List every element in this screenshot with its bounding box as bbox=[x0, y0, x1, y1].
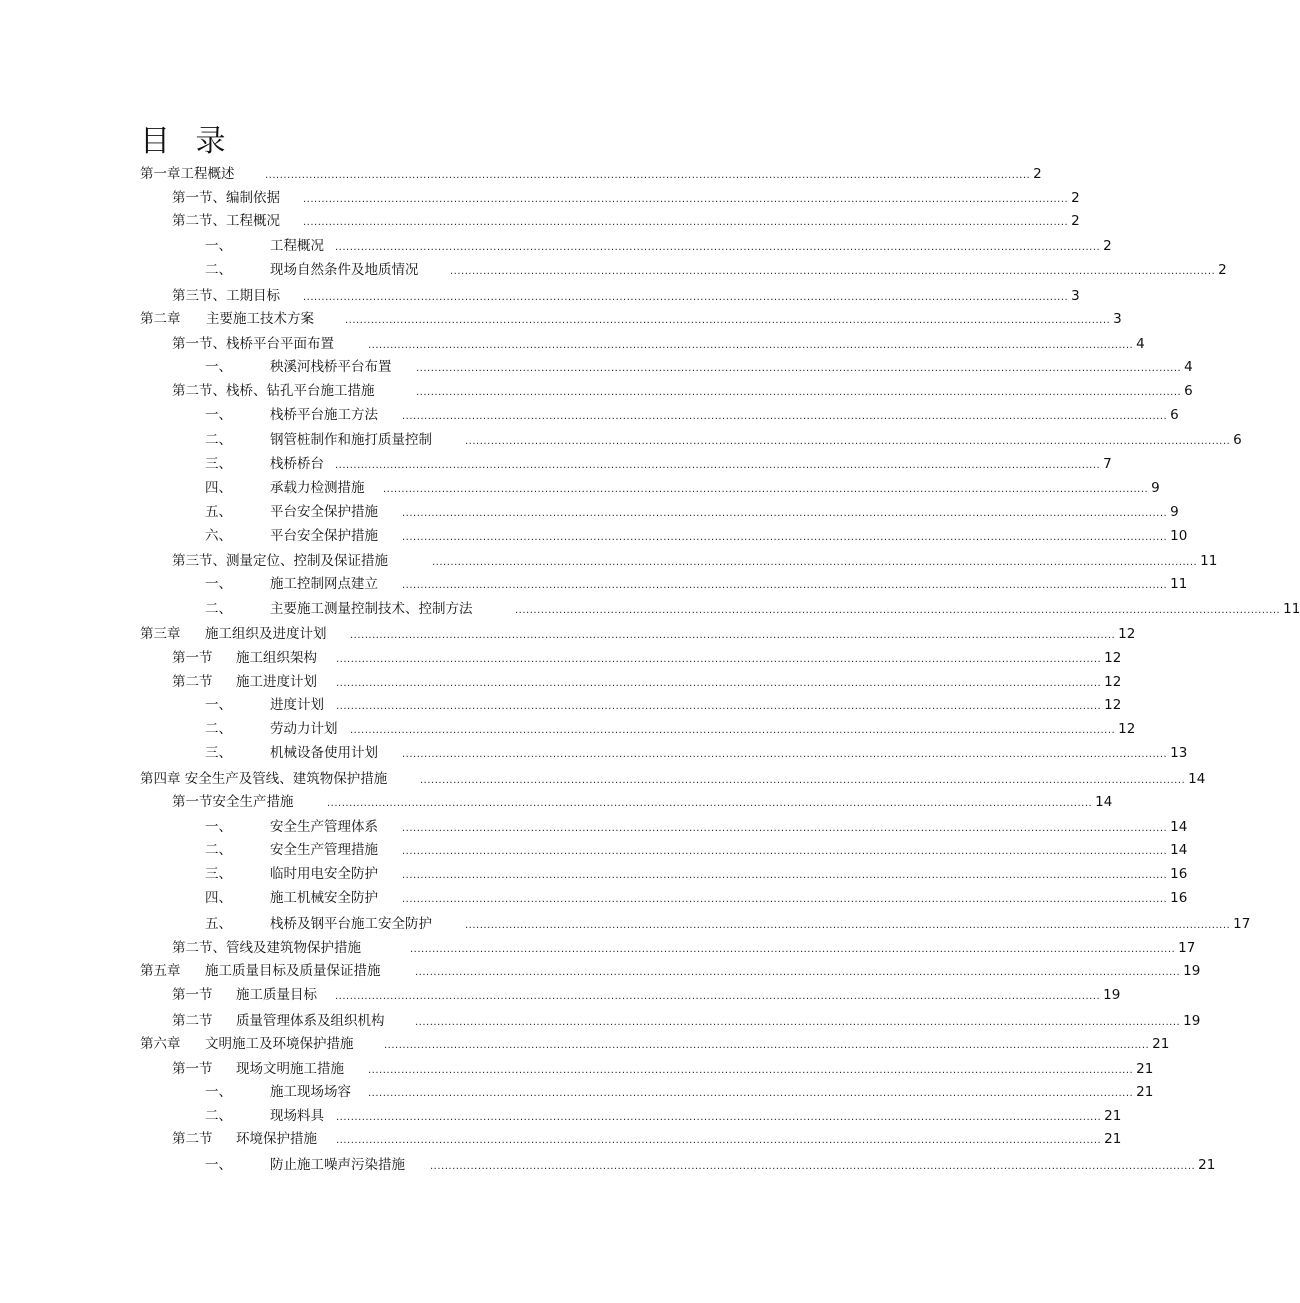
toc-page-number: 14 bbox=[1095, 794, 1113, 810]
toc-page-number: 4 bbox=[1136, 336, 1145, 352]
toc-leader-dots: ................................................................................................................................................................................................................ bbox=[432, 557, 1198, 568]
toc-entry-title: 钢管桩制作和施打质量控制 bbox=[270, 432, 432, 448]
toc-entry-number: 三、 bbox=[205, 745, 232, 761]
toc-entry-number: 二、 bbox=[205, 432, 232, 448]
toc-leader-dots: ................................................................................................................................................................................................................ bbox=[336, 654, 1102, 665]
toc-leader-dots: ................................................................................................................................................................................................................ bbox=[416, 387, 1182, 398]
toc-entry-title: 机械设备使用计划 bbox=[270, 745, 378, 761]
toc-entry-number: 一、 bbox=[205, 407, 232, 423]
toc-entry-number: 四、 bbox=[205, 480, 232, 496]
toc-entry[interactable] bbox=[172, 210, 1080, 230]
toc-page-number: 21 bbox=[1136, 1084, 1154, 1100]
toc-entry[interactable] bbox=[172, 550, 1218, 570]
toc-page-number: 12 bbox=[1104, 697, 1122, 713]
toc-page-number: 21 bbox=[1152, 1036, 1170, 1052]
toc-page-number: 6 bbox=[1184, 383, 1193, 399]
toc-page-number: 6 bbox=[1233, 432, 1242, 448]
toc-page-number: 19 bbox=[1183, 1013, 1201, 1029]
toc-leader-dots: ................................................................................................................................................................................................................ bbox=[335, 991, 1101, 1002]
toc-entry-number: 第二节 bbox=[172, 674, 213, 690]
toc-entry[interactable] bbox=[205, 718, 1136, 738]
toc-page-number: 2 bbox=[1103, 238, 1112, 254]
toc-entry-title: 平台安全保护措施 bbox=[270, 528, 378, 544]
toc-entry-number: 六、 bbox=[205, 528, 232, 544]
toc-entry[interactable] bbox=[205, 477, 1160, 497]
toc-entry-title: 秧溪河栈桥平台布置 bbox=[270, 359, 392, 375]
toc-page-number: 21 bbox=[1198, 1157, 1216, 1173]
toc-entry-number: 二、 bbox=[205, 601, 232, 617]
toc-entry[interactable] bbox=[205, 356, 1193, 376]
toc-leader-dots: ................................................................................................................................................................................................................ bbox=[335, 460, 1101, 471]
toc-entry[interactable] bbox=[172, 1010, 1201, 1030]
toc-leader-dots: ................................................................................................................................................................................................................ bbox=[402, 411, 1168, 422]
toc-entry[interactable] bbox=[205, 694, 1122, 714]
toc-entry-number: 三、 bbox=[205, 456, 232, 472]
toc-entry[interactable] bbox=[205, 1081, 1154, 1101]
toc-entry-title: 栈桥平台施工方法 bbox=[270, 407, 378, 423]
toc-entry-title: 现场文明施工措施 bbox=[236, 1061, 344, 1077]
toc-entry-number: 一、 bbox=[205, 1084, 232, 1100]
toc-leader-dots: ................................................................................................................................................................................................................ bbox=[383, 484, 1149, 495]
toc-leader-dots: ................................................................................................................................................................................................................ bbox=[402, 580, 1168, 591]
toc-leader-dots: ................................................................................................................................................................................................................ bbox=[410, 944, 1176, 955]
toc-entry-title: 第一节安全生产措施 bbox=[172, 794, 294, 810]
toc-leader-dots: ................................................................................................................................................................................................................ bbox=[368, 1065, 1134, 1076]
toc-entry-number: 四、 bbox=[205, 890, 232, 906]
toc-entry[interactable] bbox=[205, 598, 1300, 618]
toc-page-number: 2 bbox=[1218, 262, 1227, 278]
toc-entry[interactable] bbox=[172, 671, 1122, 691]
toc-page-number: 19 bbox=[1183, 963, 1201, 979]
toc-leader-dots: ................................................................................................................................................................................................................ bbox=[415, 967, 1181, 978]
toc-entry-title: 环境保护措施 bbox=[236, 1131, 317, 1147]
toc-entry[interactable] bbox=[140, 960, 1201, 980]
toc-entry-number: 五、 bbox=[205, 916, 232, 932]
toc-leader-dots: ................................................................................................................................................................................................................ bbox=[336, 678, 1102, 689]
toc-title: 目 录 bbox=[140, 124, 234, 159]
toc-entry-title: 第二节、栈桥、钻孔平台施工措施 bbox=[172, 383, 375, 399]
toc-entry-title: 主要施工测量控制技术、控制方法 bbox=[270, 601, 473, 617]
toc-entry[interactable] bbox=[205, 839, 1188, 859]
toc-page-number: 12 bbox=[1118, 721, 1136, 737]
toc-entry-title: 第一章工程概述 bbox=[140, 166, 235, 182]
toc-entry[interactable] bbox=[172, 285, 1080, 305]
toc-page-number: 17 bbox=[1178, 940, 1196, 956]
toc-page-number: 16 bbox=[1170, 866, 1188, 882]
toc-entry-number: 一、 bbox=[205, 576, 232, 592]
toc-leader-dots: ................................................................................................................................................................................................................ bbox=[402, 749, 1168, 760]
toc-entry-title: 施工机械安全防护 bbox=[270, 890, 378, 906]
toc-leader-dots: ................................................................................................................................................................................................................ bbox=[420, 775, 1186, 786]
toc-leader-dots: ................................................................................................................................................................................................................ bbox=[336, 1135, 1102, 1146]
toc-entry-title: 施工进度计划 bbox=[236, 674, 317, 690]
toc-entry[interactable] bbox=[140, 163, 1042, 183]
toc-entry[interactable] bbox=[140, 308, 1122, 328]
toc-entry[interactable] bbox=[172, 1128, 1122, 1148]
toc-page-number: 11 bbox=[1200, 553, 1218, 569]
toc-page-number: 21 bbox=[1104, 1108, 1122, 1124]
toc-page-number: 14 bbox=[1170, 842, 1188, 858]
toc-entry[interactable] bbox=[205, 1105, 1122, 1125]
toc-entry[interactable] bbox=[172, 984, 1121, 1004]
toc-entry-title: 第三节、测量定位、控制及保证措施 bbox=[172, 553, 388, 569]
toc-page-number: 21 bbox=[1104, 1131, 1122, 1147]
toc-entry-number: 一、 bbox=[205, 697, 232, 713]
toc-entry-title: 现场自然条件及地质情况 bbox=[270, 262, 419, 278]
toc-entry-title: 第一节、编制依据 bbox=[172, 190, 280, 206]
toc-page-number: 11 bbox=[1283, 601, 1300, 617]
toc-entry-title: 进度计划 bbox=[270, 697, 324, 713]
toc-entry-title: 工程概况 bbox=[270, 238, 324, 254]
toc-entry[interactable] bbox=[205, 235, 1112, 255]
toc-page-number: 2 bbox=[1033, 166, 1042, 182]
toc-entry-title: 栈桥及钢平台施工安全防护 bbox=[270, 916, 432, 932]
toc-entry-number: 五、 bbox=[205, 504, 232, 520]
toc-leader-dots: ................................................................................................................................................................................................................ bbox=[416, 363, 1182, 374]
toc-page-number: 12 bbox=[1104, 650, 1122, 666]
toc-entry-title: 施工组织及进度计划 bbox=[205, 626, 327, 642]
toc-entry-number: 二、 bbox=[205, 1108, 232, 1124]
toc-entry[interactable] bbox=[205, 887, 1188, 907]
toc-leader-dots: ................................................................................................................................................................................................................ bbox=[345, 315, 1111, 326]
toc-page-number: 12 bbox=[1118, 626, 1136, 642]
toc-entry-number: 第二节 bbox=[172, 1013, 213, 1029]
toc-entry[interactable] bbox=[140, 623, 1136, 643]
toc-leader-dots: ................................................................................................................................................................................................................ bbox=[350, 630, 1116, 641]
toc-page-number: 11 bbox=[1170, 576, 1188, 592]
toc-page-number: 6 bbox=[1170, 407, 1179, 423]
toc-entry-title: 施工组织架构 bbox=[236, 650, 317, 666]
toc-leader-dots: ................................................................................................................................................................................................................ bbox=[465, 436, 1231, 447]
toc-entry[interactable] bbox=[172, 937, 1196, 957]
toc-leader-dots: ................................................................................................................................................................................................................ bbox=[303, 194, 1069, 205]
toc-page-number: 9 bbox=[1170, 504, 1179, 520]
toc-leader-dots: ................................................................................................................................................................................................................ bbox=[336, 1112, 1102, 1123]
toc-entry[interactable] bbox=[172, 333, 1145, 353]
toc-entry[interactable] bbox=[172, 187, 1080, 207]
toc-page-number: 13 bbox=[1170, 745, 1188, 761]
toc-page-number: 10 bbox=[1170, 528, 1188, 544]
toc-entry-number: 一、 bbox=[205, 819, 232, 835]
toc-entry[interactable] bbox=[205, 429, 1242, 449]
toc-entry[interactable] bbox=[205, 525, 1188, 545]
toc-entry-number: 第一节 bbox=[172, 1061, 213, 1077]
toc-entry-title: 文明施工及环境保护措施 bbox=[205, 1036, 354, 1052]
toc-leader-dots: ................................................................................................................................................................................................................ bbox=[515, 605, 1281, 616]
toc-entry-title: 施工质量目标及质量保证措施 bbox=[205, 963, 381, 979]
toc-entry[interactable] bbox=[205, 742, 1188, 762]
toc-entry-title: 栈桥桥台 bbox=[270, 456, 324, 472]
toc-entry-number: 第一节 bbox=[172, 987, 213, 1003]
toc-leader-dots: ................................................................................................................................................................................................................ bbox=[368, 1088, 1134, 1099]
toc-leader-dots: ................................................................................................................................................................................................................ bbox=[402, 870, 1168, 881]
toc-page-number: 12 bbox=[1104, 674, 1122, 690]
toc-page-number: 3 bbox=[1071, 288, 1080, 304]
toc-leader-dots: ................................................................................................................................................................................................................ bbox=[327, 798, 1093, 809]
toc-leader-dots: ................................................................................................................................................................................................................ bbox=[265, 170, 1031, 181]
toc-entry-title: 施工控制网点建立 bbox=[270, 576, 378, 592]
toc-entry-title: 劳动力计划 bbox=[270, 721, 338, 737]
toc-leader-dots: ................................................................................................................................................................................................................ bbox=[368, 340, 1134, 351]
toc-entry-title: 防止施工噪声污染措施 bbox=[270, 1157, 405, 1173]
toc-page-number: 2 bbox=[1071, 213, 1080, 229]
toc-page-number: 14 bbox=[1188, 771, 1206, 787]
toc-page-number: 4 bbox=[1184, 359, 1193, 375]
toc-leader-dots: ................................................................................................................................................................................................................ bbox=[465, 920, 1231, 931]
toc-entry-title: 质量管理体系及组织机构 bbox=[236, 1013, 385, 1029]
toc-page-number: 3 bbox=[1113, 311, 1122, 327]
toc-entry[interactable] bbox=[140, 768, 1206, 788]
toc-entry-title: 承载力检测措施 bbox=[270, 480, 365, 496]
toc-leader-dots: ................................................................................................................................................................................................................ bbox=[350, 725, 1116, 736]
toc-leader-dots: ................................................................................................................................................................................................................ bbox=[450, 266, 1216, 277]
toc-leader-dots: ................................................................................................................................................................................................................ bbox=[384, 1040, 1150, 1051]
toc-entry-number: 三、 bbox=[205, 866, 232, 882]
toc-entry-number: 二、 bbox=[205, 842, 232, 858]
toc-entry-number: 二、 bbox=[205, 721, 232, 737]
toc-entry-number: 第二节 bbox=[172, 1131, 213, 1147]
toc-entry-title: 安全生产管理措施 bbox=[270, 842, 378, 858]
toc-page-number: 9 bbox=[1151, 480, 1160, 496]
toc-leader-dots: ................................................................................................................................................................................................................ bbox=[415, 1017, 1181, 1028]
toc-page-number: 2 bbox=[1071, 190, 1080, 206]
toc-entry[interactable] bbox=[205, 913, 1251, 933]
toc-entry-number: 一、 bbox=[205, 1157, 232, 1173]
toc-page-number: 14 bbox=[1170, 819, 1188, 835]
toc-page-number: 19 bbox=[1103, 987, 1121, 1003]
toc-entry[interactable] bbox=[140, 1033, 1170, 1053]
toc-entry-title: 第二节、管线及建筑物保护措施 bbox=[172, 940, 361, 956]
toc-entry[interactable] bbox=[172, 647, 1122, 667]
toc-leader-dots: ................................................................................................................................................................................................................ bbox=[335, 242, 1101, 253]
toc-leader-dots: ................................................................................................................................................................................................................ bbox=[402, 846, 1168, 857]
toc-entry[interactable] bbox=[172, 380, 1193, 400]
toc-entry-number: 第一节 bbox=[172, 650, 213, 666]
toc-leader-dots: ................................................................................................................................................................................................................ bbox=[430, 1161, 1196, 1172]
toc-entry-number: 一、 bbox=[205, 359, 232, 375]
toc-entry-title: 现场料具 bbox=[270, 1108, 324, 1124]
toc-entry[interactable] bbox=[205, 573, 1188, 593]
toc-entry[interactable] bbox=[205, 259, 1227, 279]
toc-leader-dots: ................................................................................................................................................................................................................ bbox=[336, 701, 1102, 712]
toc-leader-dots: ................................................................................................................................................................................................................ bbox=[402, 823, 1168, 834]
toc-entry-title: 平台安全保护措施 bbox=[270, 504, 378, 520]
toc-entry[interactable] bbox=[205, 816, 1188, 836]
toc-entry-title: 施工现场场容 bbox=[270, 1084, 351, 1100]
toc-entry-title: 第三节、工期目标 bbox=[172, 288, 280, 304]
toc-entry[interactable] bbox=[172, 1058, 1154, 1078]
toc-leader-dots: ................................................................................................................................................................................................................ bbox=[402, 532, 1168, 543]
toc-entry-number: 第五章 bbox=[140, 963, 181, 979]
toc-entry-number: 二、 bbox=[205, 262, 232, 278]
toc-entry-number: 一、 bbox=[205, 238, 232, 254]
toc-entry-number: 第二章 bbox=[140, 311, 181, 327]
toc-entry[interactable] bbox=[205, 501, 1179, 521]
toc-page-number: 17 bbox=[1233, 916, 1251, 932]
toc-entry[interactable] bbox=[205, 453, 1112, 473]
toc-entry-title: 施工质量目标 bbox=[236, 987, 317, 1003]
toc-page-number: 7 bbox=[1103, 456, 1112, 472]
toc-entry[interactable] bbox=[205, 404, 1179, 424]
toc-leader-dots: ................................................................................................................................................................................................................ bbox=[303, 217, 1069, 228]
toc-entry-title: 第四章 安全生产及管线、建筑物保护措施 bbox=[140, 771, 388, 787]
toc-entry-number: 第六章 bbox=[140, 1036, 181, 1052]
toc-leader-dots: ................................................................................................................................................................................................................ bbox=[402, 894, 1168, 905]
toc-page-number: 16 bbox=[1170, 890, 1188, 906]
toc-entry-title: 安全生产管理体系 bbox=[270, 819, 378, 835]
toc-entry-title: 主要施工技术方案 bbox=[206, 311, 314, 327]
toc-entry-title: 第一节、栈桥平台平面布置 bbox=[172, 336, 334, 352]
toc-entry-title: 临时用电安全防护 bbox=[270, 866, 378, 882]
toc-entry[interactable] bbox=[205, 1154, 1216, 1174]
toc-entry[interactable] bbox=[172, 791, 1113, 811]
toc-entry-number: 第三章 bbox=[140, 626, 181, 642]
toc-leader-dots: ................................................................................................................................................................................................................ bbox=[402, 508, 1168, 519]
toc-leader-dots: ................................................................................................................................................................................................................ bbox=[303, 292, 1069, 303]
toc-entry-title: 第二节、工程概况 bbox=[172, 213, 280, 229]
toc-entry[interactable] bbox=[205, 863, 1188, 883]
toc-page-number: 21 bbox=[1136, 1061, 1154, 1077]
